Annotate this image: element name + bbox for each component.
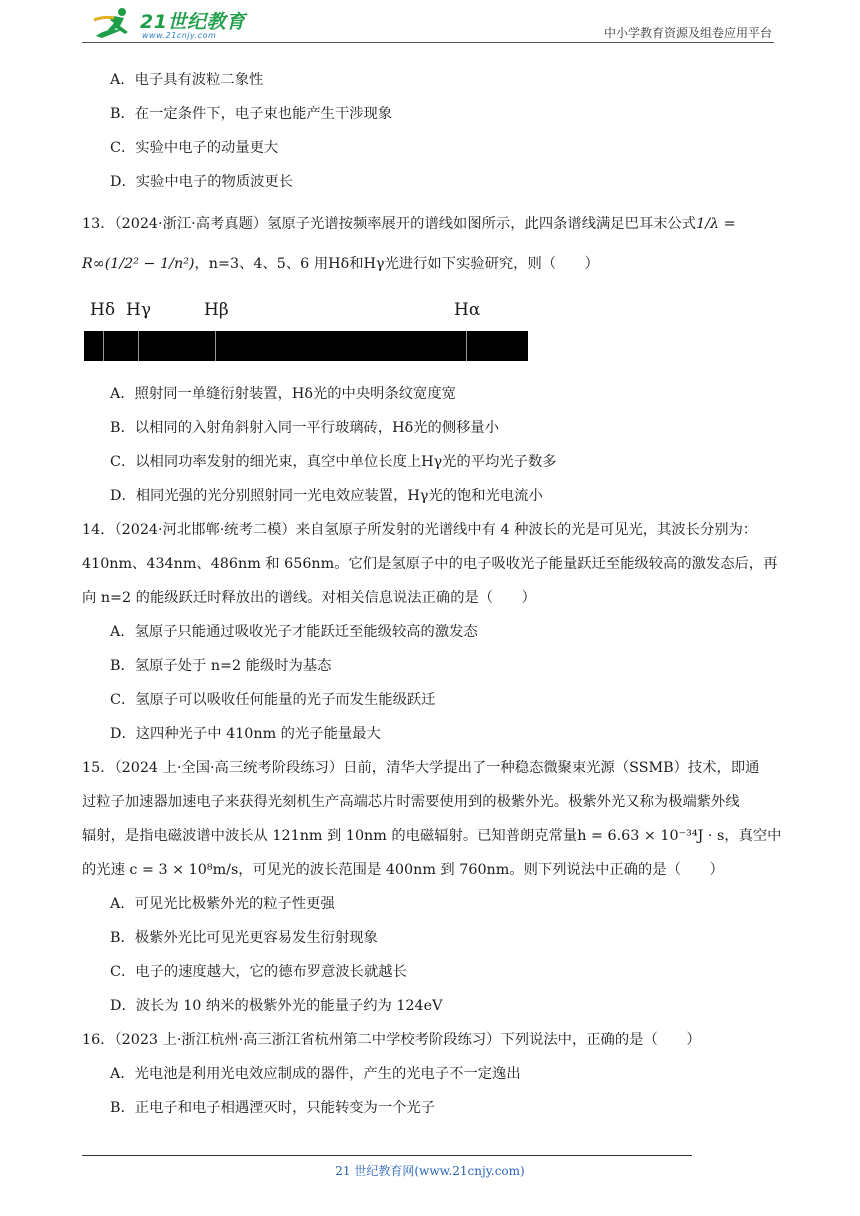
q13-option-a: A．照射同一单缝衍射装置，Hδ光的中央明条纹宽度宽 <box>110 386 456 402</box>
q12-option-a: A．电子具有波粒二象性 <box>110 72 264 88</box>
hydrogen-spectrum-figure <box>84 300 530 364</box>
q14-option-b: B．氢原子处于 n=2 能级时为基态 <box>110 658 332 674</box>
q13-stem-rest: ，n=3、4、5、6 用Hδ和Hγ光进行如下实验研究，则（ ） <box>194 256 599 272</box>
q12-option-c: C．实验中电子的动量更大 <box>110 140 279 156</box>
q13-rydberg: R∞ <box>82 256 105 272</box>
q16-option-b: B．正电子和电子相遇湮灭时，只能转变为一个光子 <box>110 1100 436 1116</box>
spectrum-label-h-gamma: Hγ <box>126 300 151 320</box>
spectrum-label-h-alpha: Hα <box>454 300 481 320</box>
spectral-line-h-beta <box>215 331 216 361</box>
q14-option-c: C．氢原子可以吸收任何能量的光子而发生能级跃迁 <box>110 692 436 708</box>
q13-stem-text: 13．（2024·浙江·高考真题）氢原子光谱按频率展开的谱线如图所示，此四条谱线满足巴耳末公式 <box>82 216 697 232</box>
q13-formula-paren: (1/2² − 1/n²) <box>104 256 195 272</box>
spectral-line-h-delta <box>103 331 104 361</box>
q13-formula-lhs: 1/λ = <box>696 216 736 232</box>
q16-option-a: A．光电池是利用光电效应制成的器件，产生的光电子不一定逸出 <box>110 1066 521 1082</box>
footer-link[interactable]: 21 世纪教育网(www.21cnjy.com) <box>335 1164 525 1178</box>
runner-logo-icon <box>92 6 138 40</box>
q15-stem-line2: 过粒子加速器加速电子来获得光刻机生产高端芯片时需要使用到的极紫外光。极紫外光又称为极端紫外线 <box>82 794 740 810</box>
spectral-line-h-gamma <box>138 331 139 361</box>
logo-text: 21世纪教育 <box>140 11 246 33</box>
q15-option-b: B．极紫外光比可见光更容易发生衍射现象 <box>110 930 378 946</box>
logo-url: www.21cnjy.com <box>142 31 217 40</box>
q15-option-d: D．波长为 10 纳米的极紫外光的能量子约为 124eV <box>110 998 443 1014</box>
q12-option-d: D．实验中电子的物质波更长 <box>110 174 294 190</box>
q15-stem-line1: 15．（2024 上·全国·高三统考阶段练习）日前，清华大学提出了一种稳态微聚束光源（SSMB）技术，即通 <box>82 760 760 776</box>
q13-option-c: C．以相同功率发射的细光束，真空中单位长度上Hγ光的平均光子数多 <box>110 454 557 470</box>
q16-stem-line1: 16．（2023 上·浙江杭州·高三浙江省杭州第二中学校考阶段练习）下列说法中，正确的是（ ） <box>82 1032 701 1048</box>
footer-divider <box>82 1155 692 1156</box>
q14-option-a: A．氢原子只能通过吸收光子才能跃迁至能级较高的激发态 <box>110 624 478 640</box>
platform-title: 中小学教育资源及组卷应用平台 <box>603 26 772 40</box>
q12-option-b: B．在一定条件下，电子束也能产生干涉现象 <box>110 106 393 122</box>
spectrum-label-h-beta: Hβ <box>204 300 229 320</box>
page-header <box>0 0 860 46</box>
q14-stem-line2: 410nm、434nm、486nm 和 656nm。它们是氢原子中的电子吸收光子能量跃迁至能级较高的激发态后，再 <box>82 556 778 572</box>
spectrum-label-h-delta: Hδ <box>90 300 116 320</box>
q15-stem-line4: 的光速 c = 3 × 10⁸m/s，可见光的波长范围是 400nm 到 760nm。则下列说法中正确的是（ ） <box>82 862 724 878</box>
q13-stem-line2 <box>82 254 599 274</box>
q14-stem-line3: 向 n=2 的能级跃迁时释放出的谱线。对相关信息说法正确的是（ ） <box>82 590 536 606</box>
q13-option-b: B．以相同的入射角斜射入同一平行玻璃砖，Hδ光的侧移量小 <box>110 420 500 436</box>
spectral-line-h-alpha <box>466 331 467 361</box>
q13-option-d: D．相同光强的光分别照射同一光电效应装置，Hγ光的饱和光电流小 <box>110 488 543 504</box>
q14-option-d: D．这四种光子中 410nm 的光子能量最大 <box>110 726 381 742</box>
q15-option-c: C．电子的速度越大，它的德布罗意波长就越长 <box>110 964 407 980</box>
site-logo[interactable] <box>92 6 262 40</box>
spectrum-bar <box>84 331 528 361</box>
q13-stem-line1 <box>82 214 736 234</box>
header-divider <box>82 42 774 43</box>
q15-stem-line3: 辐射，是指电磁波谱中波长从 121nm 到 10nm 的电磁辐射。已知普朗克常量h = 6.63 × 10⁻³⁴J · s，真空中 <box>82 828 782 844</box>
q15-option-a: A．可见光比极紫外光的粒子性更强 <box>110 896 335 912</box>
q14-stem-line1: 14．（2024·河北邯郸·统考二模）来自氢原子所发射的光谱线中有 4 种波长的光是可见光，其波长分别为： <box>82 522 758 538</box>
